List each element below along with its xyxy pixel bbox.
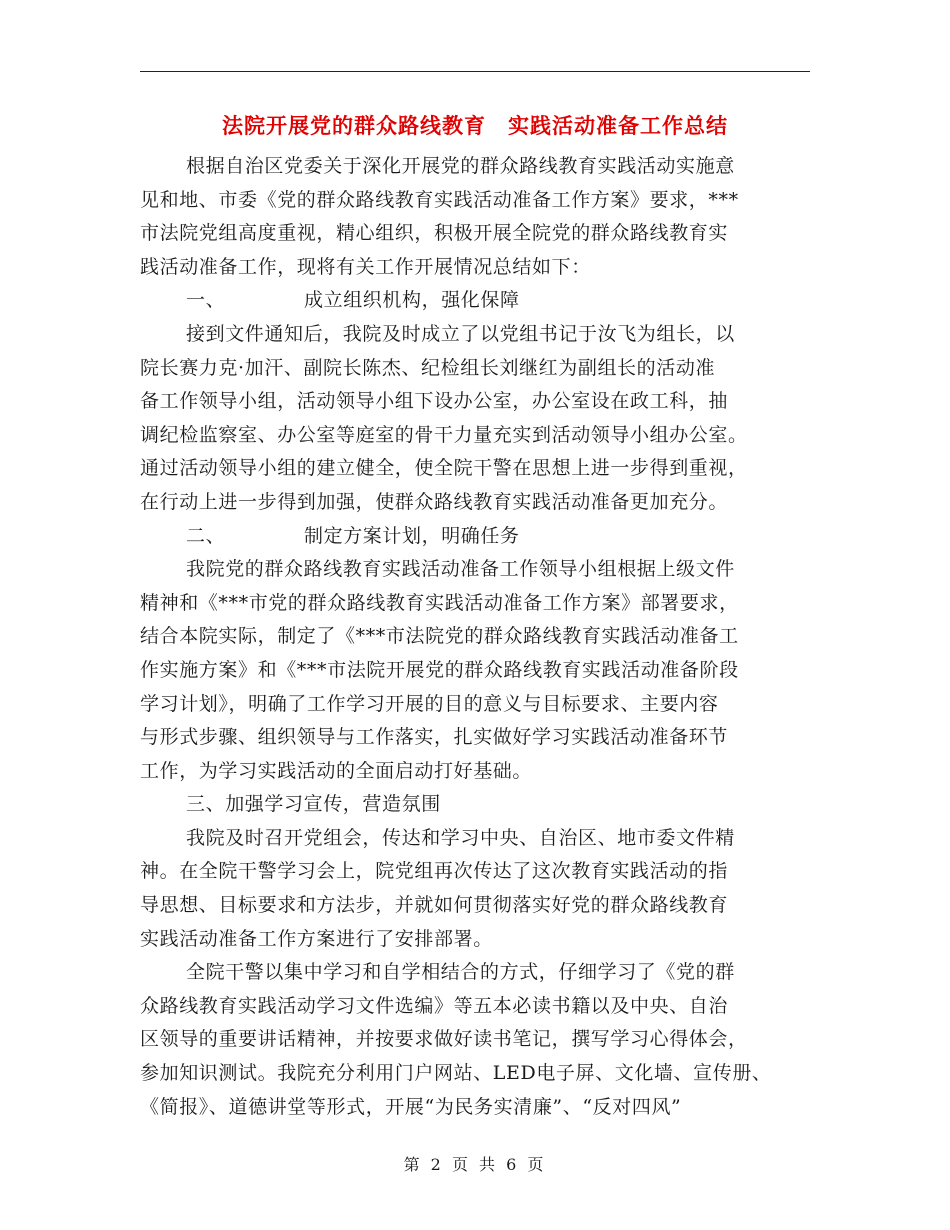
paragraph-line: 备工作领导小组，活动领导小组下设办公室，办公室设在政工科，抽 [140,390,729,413]
paragraph-line: 我院及时召开党组会，传达和学习中央、自治区、地市委文件精 [186,826,735,849]
section-number: 一、 [186,289,226,312]
section-heading [140,284,815,318]
document-body [140,150,815,1124]
paragraph-line: 神。在全院干警学习会上，院党组再次传达了这次教育实践活动的指 [140,860,729,883]
document-title: 法院开展党的群众路线教育 实践活动准备工作总结 [222,114,728,138]
paragraph-line: 院长赛力克·加汗、副院长陈杰、纪检组长刘继红为副组长的活动准 [140,356,716,379]
paragraph-line: 导思想、目标要求和方法步，并就如何贯彻落实好党的群众路线教育 [140,894,729,917]
paragraph-line: 区领导的重要讲话精神，并按要求做好读书笔记，撰写学习心得体会， [140,1028,748,1051]
header-rule [140,71,810,72]
paragraph-line: 根据自治区党委关于深化开展党的群众路线教育实践活动实施意 [186,155,735,177]
paragraph-line: 作实施方案》和《***市法院开展党的群众路线教育实践活动准备阶段 [140,658,739,681]
section-heading [140,520,815,554]
paragraph-line: 精神和《***市党的群众路线教育实践活动准备工作方案》部署要求， [140,591,739,614]
paragraph [140,822,815,956]
paragraph-line: 众路线教育实践活动学习文件选编》等五本必读书籍以及中央、自治 [140,994,729,1017]
paragraph-line: 《简报》、道德讲堂等形式，开展“为民务实清廉”、“反对四风” [140,1095,682,1118]
paragraph [140,150,815,284]
section-number: 二、 [186,524,226,547]
paragraph-line: 与形式步骤、组织领导与工作落实，扎实做好学习实践活动准备环节 [140,726,729,749]
paragraph [140,318,815,520]
section-heading-text: 三、加强学习宣传，营造氛围 [186,793,441,816]
paragraph-line: 实践活动准备工作方案进行了安排部署。 [140,927,493,950]
paragraph-line: 工作，为学习实践活动的全面启动打好基础。 [140,759,533,782]
paragraph-line: 接到文件通知后，我院及时成立了以党组书记于汝飞为组长，以 [186,322,735,345]
paragraph-line: 结合本院实际，制定了《***市法院党的群众路线教育实践活动准备工 [140,625,739,648]
paragraph-line: 践活动准备工作，现将有关工作开展情况总结如下： [140,255,591,278]
paragraph-line: 通过活动领导小组的建立健全，使全院干警在思想上进一步得到重视， [140,457,748,480]
paragraph [140,956,815,1124]
page-footer: 第 2 页 共 6 页 [403,1155,547,1174]
paragraph-line: 学习计划》，明确了工作学习开展的目的意义与目标要求、主要内容 [140,692,719,715]
paragraph-line: 市法院党组高度重视，精心组织，积极开展全院党的群众路线教育实 [140,222,729,245]
paragraph-line: 我院党的群众路线教育实践活动准备工作领导小组根据上级文件 [186,558,735,581]
paragraph-line: 调纪检监察室、办公室等庭室的骨干力量充实到活动领导小组办公室。 [140,423,748,446]
paragraph-line: 见和地、市委《党的群众路线教育实践活动准备工作方案》要求，*** [140,188,739,211]
section-heading [140,788,815,822]
paragraph-line: 全院干警以集中学习和自学相结合的方式，仔细学习了《党的群 [186,961,735,984]
section-heading-text: 成立组织机构，强化保障 [304,289,520,312]
paragraph [140,553,815,788]
paragraph-line: 在行动上进一步得到加强，使群众路线教育实践活动准备更加充分。 [140,490,729,513]
section-heading-text: 制定方案计划，明确任务 [304,524,520,547]
paragraph-line: 参加知识测试。我院充分利用门户网站、LED电子屏、文化墙、宣传册、 [140,1062,772,1085]
